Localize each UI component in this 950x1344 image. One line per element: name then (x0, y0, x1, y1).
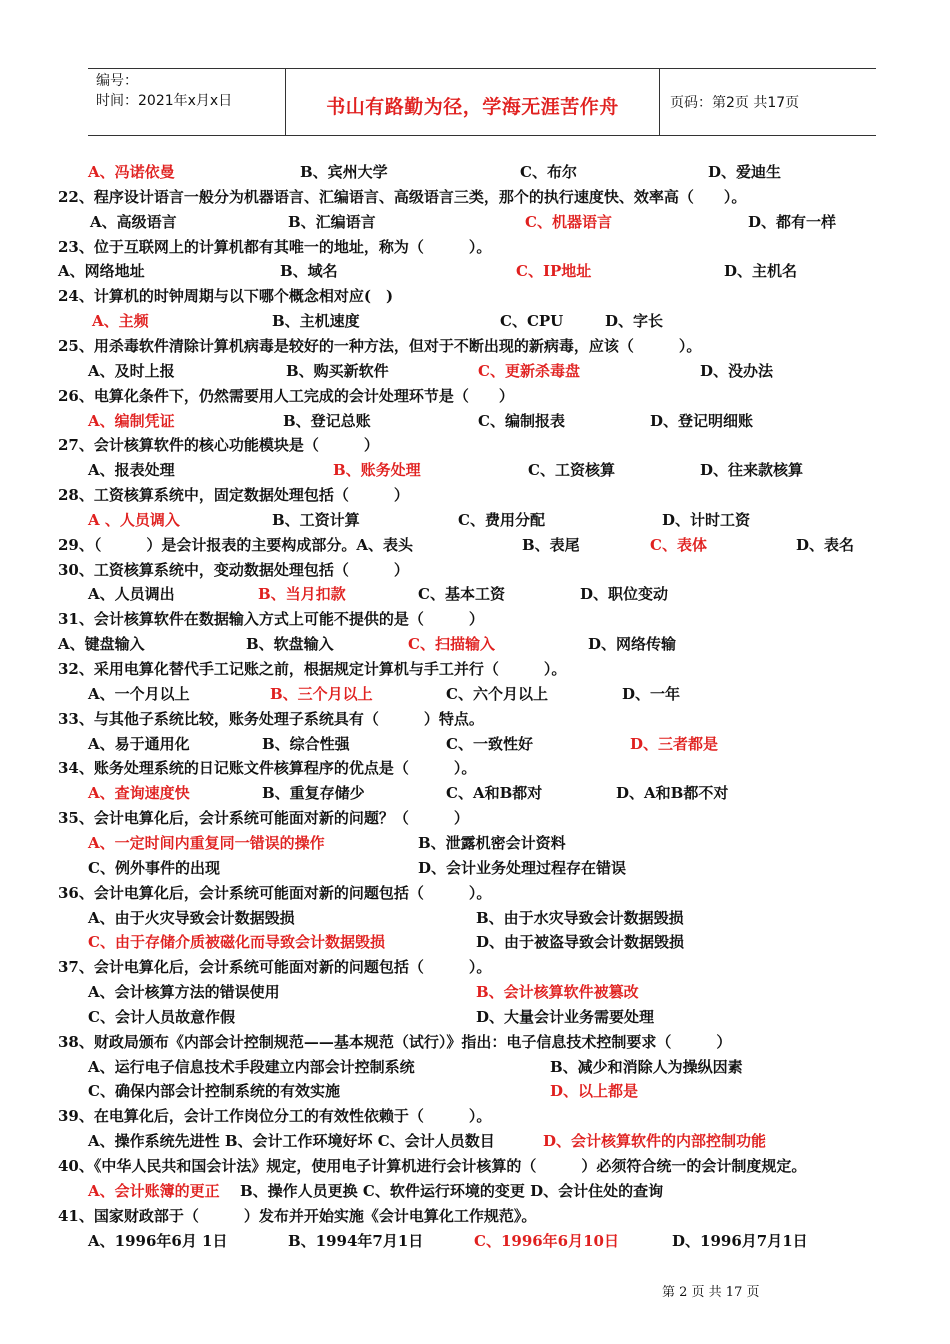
question-text: C、布尔 (520, 163, 577, 181)
question-text: 29、（ ）是会计报表的主要构成部分。A、表头 (58, 535, 414, 554)
question-text: C、例外事件的出现 (88, 858, 220, 877)
question-text: B、域名 (280, 262, 338, 281)
answer-option-correct: C、IP地址 (516, 262, 592, 281)
question-text: 40、《中华人民共和国会计法》规定，使用电子计算机进行会计核算的（ ）必须符合统一的会计制度规定。 (58, 1157, 807, 1175)
question-text: B、1994年7月1日 (288, 1231, 424, 1250)
question-text: D、由于被盗导致会计数据毁损 (476, 933, 685, 952)
question-text: A、操作系统先进性 B、会计工作环境好坏 C、会计人员数目 (88, 1132, 495, 1151)
question-text: C、会计人员故意作假 (88, 1007, 235, 1026)
question-text: B、汇编语言 (288, 212, 376, 231)
question-text: 24、计算机的时钟周期与以下哪个概念相对应( ) (58, 287, 394, 306)
question-text: A、人员调出 (88, 585, 175, 604)
header-info-cell (88, 69, 286, 135)
question-text: A、会计核算方法的错误使用 (88, 983, 280, 1002)
question-text: C、编制报表 (478, 411, 565, 430)
question-text: A、运行电子信息技术手段建立内部会计控制系统 (88, 1057, 415, 1076)
question-text: D、职位变动 (580, 585, 669, 604)
question-text: A、高级语言 (90, 212, 177, 231)
question-text: B、工资计算 (272, 510, 360, 529)
question-text: 37、会计电算化后，会计系统可能面对新的问题包括（ ）。 (58, 958, 492, 977)
question-text: D、登记明细账 (650, 411, 754, 430)
question-text: 22、程序设计语言一般分为机器语言、汇编语言、高级语言三类，那个的执行速度快、效率高（ ）。 (58, 187, 747, 206)
answer-option-correct: C、表体 (650, 535, 707, 554)
answer-option-correct: C、更新杀毒盘 (478, 361, 580, 380)
answer-option-correct: C、机器语言 (525, 212, 612, 231)
question-text: D、网络传输 (588, 635, 677, 654)
answer-option-correct: A、冯诺依曼 (88, 163, 175, 181)
question-text: D、没办法 (700, 361, 774, 380)
answer-option-correct: C、扫描输入 (408, 635, 495, 654)
question-text: C、基本工资 (418, 585, 505, 604)
question-text: 36、会计电算化后，会计系统可能面对新的问题包括（ ）。 (58, 883, 492, 902)
question-text: 26、电算化条件下，仍然需要用人工完成的会计处理环节是（ ） (58, 386, 514, 405)
question-text: 25、用杀毒软件清除计算机病毒是较好的一种方法，但对于不断出现的新病毒，应该（ ）。 (58, 336, 702, 355)
question-text: D、大量会计业务需要处理 (476, 1007, 655, 1026)
question-text: C、A和B都对 (446, 784, 543, 803)
answer-option-correct: C、1996年6月10日 (474, 1231, 619, 1250)
question-text: 31、会计核算软件在数据输入方式上可能不提供的是（ ） (58, 610, 484, 629)
question-text: D、A和B都不对 (616, 784, 729, 803)
header-page-label: 页码：第2页 共17页 (670, 95, 800, 111)
question-text: C、确保内部会计控制系统的有效实施 (88, 1082, 340, 1101)
question-text: C、工资核算 (528, 461, 615, 480)
question-text: D、往来款核算 (700, 461, 804, 480)
header-number-label: 编号： (96, 73, 138, 89)
question-text: 39、在电算化后，会计工作岗位分工的有效性依赖于（ ）。 (58, 1107, 492, 1126)
question-text: A、1996年6月 1日 (88, 1231, 228, 1250)
answer-option-correct: A、查询速度快 (88, 784, 190, 803)
question-text: D、表名 (796, 535, 855, 554)
question-text: 41、国家财政部于（ ）发布并开始实施《会计电算化工作规范》。 (58, 1206, 537, 1225)
answer-option-correct: A 、人员调入 (88, 510, 180, 529)
question-text: B、减少和消除人为操纵因素 (550, 1057, 743, 1076)
answer-option-correct: B、会计核算软件被篡改 (476, 983, 639, 1002)
question-text: 23、位于互联网上的计算机都有其唯一的地址，称为（ ）。 (58, 237, 492, 256)
question-text: A、网络地址 (58, 262, 145, 281)
page-footer: 第 2 页 共 17 页 (662, 1285, 760, 1300)
answer-option-correct: D、以上都是 (550, 1082, 639, 1101)
question-text: D、字长 (605, 312, 664, 331)
question-text: C、一致性好 (446, 734, 533, 753)
answer-option-correct: A、编制凭证 (88, 411, 175, 430)
question-text: 32、采用电算化替代手工记账之前，根据规定计算机与手工并行（ ）。 (58, 660, 567, 678)
question-text: 30、工资核算系统中，变动数据处理包括（ ） (58, 560, 409, 579)
question-text: B、登记总账 (283, 411, 371, 430)
question-text: B、主机速度 (272, 312, 360, 331)
question-text: D、爱迪生 (708, 163, 782, 181)
question-text: D、主机名 (724, 262, 798, 281)
question-text: A、易于通用化 (88, 734, 190, 753)
question-text: A、由于火灾导致会计数据毁损 (88, 908, 295, 927)
answer-option-correct: A、会计账簿的更正 (88, 1181, 220, 1200)
answer-option-correct: A、一定时间内重复同一错误的操作 (88, 833, 325, 852)
question-text: B、表尾 (522, 535, 580, 554)
page-header (88, 68, 876, 136)
question-text: 34、账务处理系统的日记账文件核算程序的优点是（ ）。 (58, 759, 477, 778)
question-text: 27、会计核算软件的核心功能模块是（ ） (58, 436, 379, 455)
question-text: D、会计业务处理过程存在错误 (418, 858, 627, 877)
question-text: B、软盘输入 (246, 635, 334, 654)
question-text: D、一年 (622, 684, 681, 703)
question-text: B、由于水灾导致会计数据毁损 (476, 908, 684, 927)
answer-option-correct: A、主频 (92, 312, 149, 331)
question-text: C、费用分配 (458, 510, 545, 529)
header-motto: 书山有路勤为径，学海无涯苦作舟 (286, 69, 660, 135)
question-text: D、都有一样 (748, 212, 837, 231)
question-text: 28、工资核算系统中，固定数据处理包括（ ） (58, 486, 409, 505)
answer-option-correct: B、三个月以上 (270, 684, 373, 703)
question-text: B、操作人员更换 C、软件运行环境的变更 D、会计住处的查询 (240, 1181, 664, 1200)
question-text: B、重复存储少 (262, 784, 365, 803)
question-text: B、宾州大学 (300, 163, 388, 181)
question-text: A、键盘输入 (58, 635, 145, 654)
question-text: A、报表处理 (88, 461, 175, 480)
question-text: C、六个月以上 (446, 684, 548, 703)
question-text: D、1996月7月1日 (672, 1231, 808, 1250)
answer-option-correct: C、由于存储介质被磁化而导致会计数据毁损 (88, 933, 385, 952)
question-text: A、及时上报 (88, 361, 175, 380)
question-text: 35、会计电算化后，会计系统可能面对新的问题？（ ） (58, 809, 469, 828)
question-text: 38、财政局颁布《内部会计控制规范——基本规范（试行）》指出：电子信息技术控制要求（ ） (58, 1032, 732, 1051)
answer-option-correct: B、当月扣款 (258, 585, 346, 604)
question-text: D、计时工资 (662, 510, 751, 529)
question-text: A、一个月以上 (88, 684, 190, 703)
question-text: C、CPU (500, 312, 564, 331)
answer-option-correct: B、账务处理 (333, 461, 421, 480)
question-text: B、购买新软件 (286, 361, 389, 380)
question-text: B、泄露机密会计资料 (418, 833, 566, 852)
header-time-label: 时间：2021年x月x日 (96, 93, 233, 109)
question-text: B、综合性强 (262, 734, 350, 753)
answer-option-correct: D、会计核算软件的内部控制功能 (543, 1132, 767, 1151)
question-text: 33、与其他子系统比较，账务处理子系统具有（ ）特点。 (58, 709, 484, 728)
answer-option-correct: D、三者都是 (630, 734, 719, 753)
